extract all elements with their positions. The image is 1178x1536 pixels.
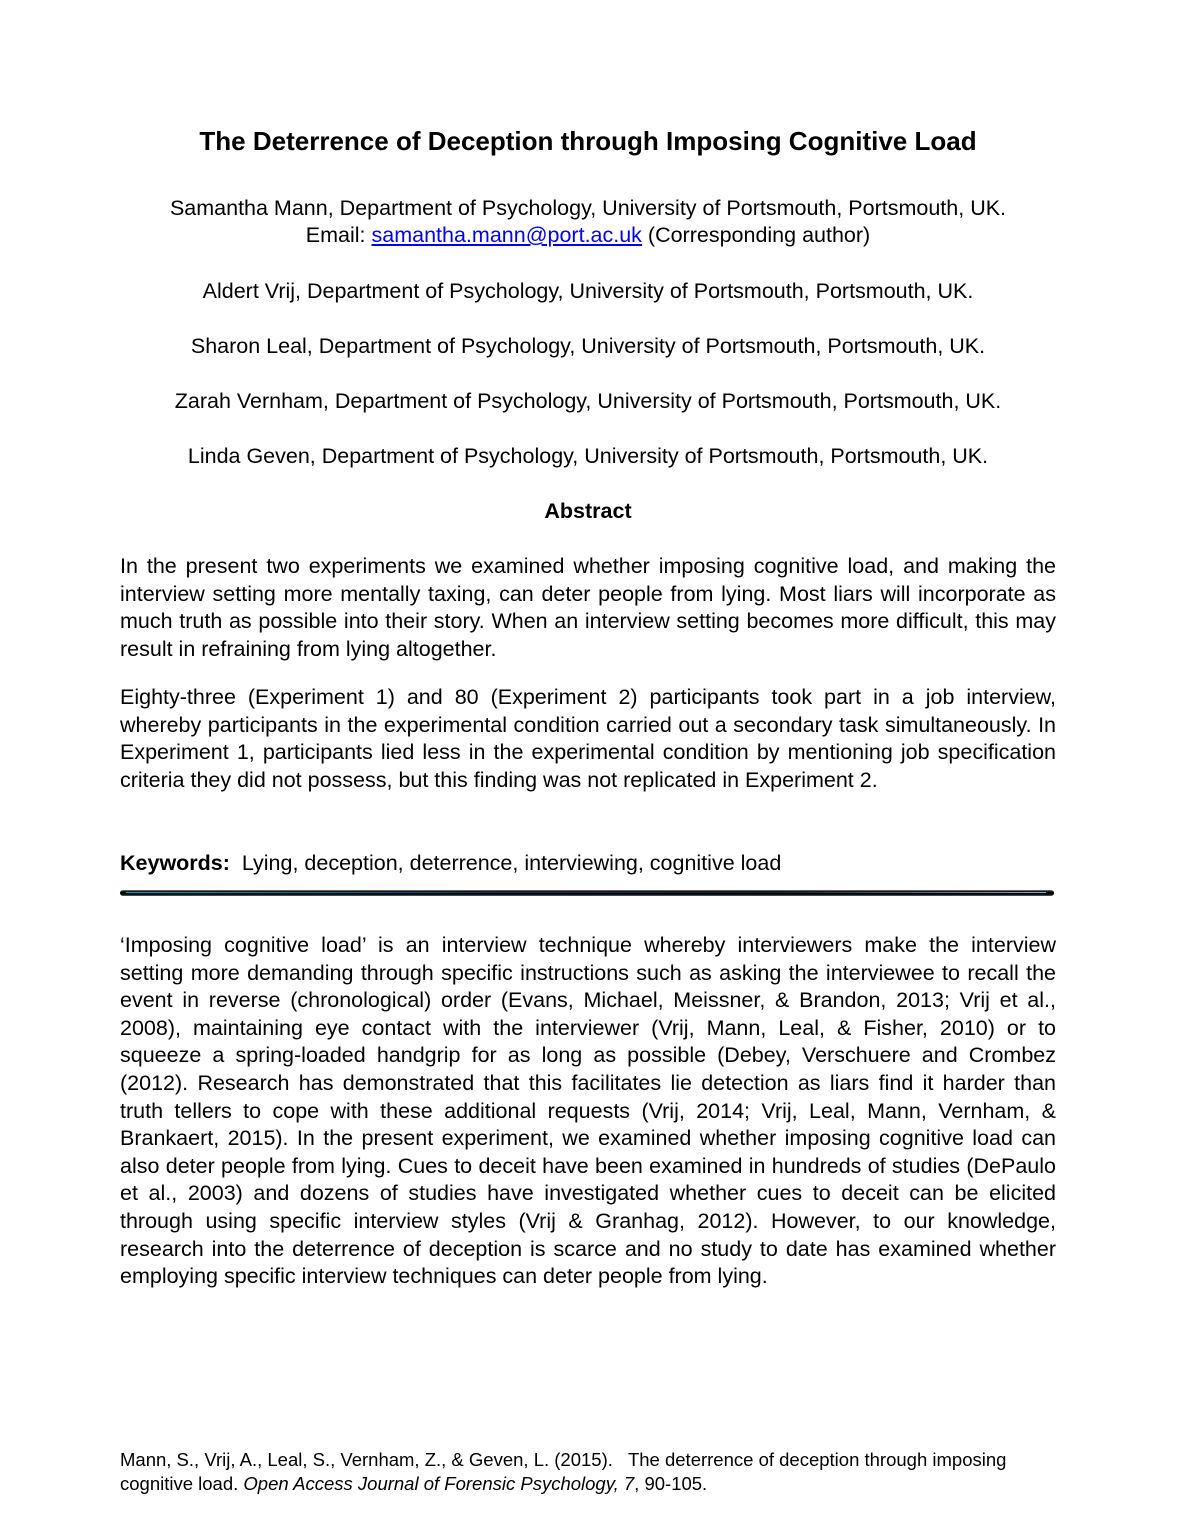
paper-title: The Deterrence of Deception through Imposing Cognitive Load (199, 126, 977, 156)
keywords-label: Keywords: (120, 851, 230, 875)
abstract-heading: Abstract (544, 499, 632, 523)
keywords-text: Lying, deception, deterrence, interviewing, cognitive load (229, 851, 782, 875)
author-affiliation-3: Sharon Leal, Department of Psychology, University of Portsmouth, Portsmouth, UK. (190, 334, 986, 358)
citation-pages: , 90-105. (634, 1473, 708, 1494)
contact-line (120, 222, 1056, 249)
author-affiliation-4: Zarah Vernham, Department of Psychology, University of Portsmouth, Portsmouth, UK. (174, 389, 1002, 413)
author-affiliation-1: Samantha Mann, Department of Psychology, University of Portsmouth, Portsmouth, UK. (169, 196, 1007, 220)
body-paragraph: ‘Imposing cognitive load’ is an interview technique whereby interviewers make the interview setting more demanding through specific instructions such as asking the interviewee to recall the event in reverse (chronological) order (Evans, Michael, Meissner, & Brandon, 2013; Vrij et al., 2008), maintaining eye contact with the interviewer (Vrij, Mann, Leal, & Fisher, 2010) or to squeeze a spring-loaded handgrip for as long as possible (Debey, Verschuere and Crombez (2012). Research has demonstrated that this facilitates lie detection as liars find it harder than truth tellers to cope with these additional requests (Vrij, 2014; Vrij, Leal, Mann, Vernham, & Brankaert, 2015). In the present experiment, we examined whether imposing cognitive load can also deter people from lying. Cues to deceit have been examined in hundreds of studies (DePaulo et al., 2003) and dozens of studies have investigated whether cues to deceit can be elicited through using specific interview styles (Vrij & Granhag, 2012). However, to our knowledge, research into the deterrence of deception is scarce and no study to date has examined whether employing specific interview techniques can deter people from lying. (120, 933, 1056, 1289)
author-affiliation-5: Linda Geven, Department of Psychology, University of Portsmouth, Portsmouth, UK. (187, 444, 989, 468)
citation-footer (120, 1448, 1056, 1496)
author-affiliation-2: Aldert Vrij, Department of Psychology, University of Portsmouth, Portsmouth, UK. (202, 279, 974, 303)
abstract-paragraph-2: Eighty-three (Experiment 1) and 80 (Experiment 2) participants took part in a job interview, whereby participants in the experimental condition carried out a secondary task simultaneously. In Experiment 1, participants lied less in the experimental condition by mentioning job specification criteria they did not possess, but this finding was not replicated in Experiment 2. (120, 685, 1056, 792)
section-divider (120, 890, 1054, 896)
abstract-paragraph-1: In the present two experiments we examined whether imposing cognitive load, and making the interview setting more mentally taxing, can deter people from lying. Most liars will incorporate as much truth as possible into their story. When an interview setting becomes more difficult, this may result in refraining from lying altogether. (120, 554, 1056, 661)
corresponding-author-note: (Corresponding author) (641, 223, 871, 247)
citation-journal: Open Access Journal of Forensic Psychology, 7 (243, 1473, 635, 1494)
email-link[interactable]: samantha.mann@port.ac.uk (371, 223, 642, 247)
keywords-line (120, 850, 1056, 877)
citation-text: Mann, S., Vrij, A., Leal, S., Vernham, Z., & Geven, L. (2015). The deterrence of deception through imposing cognitive load. (120, 1449, 1012, 1494)
email-label: Email: (305, 223, 372, 247)
section-divider-highlight (126, 892, 1046, 893)
